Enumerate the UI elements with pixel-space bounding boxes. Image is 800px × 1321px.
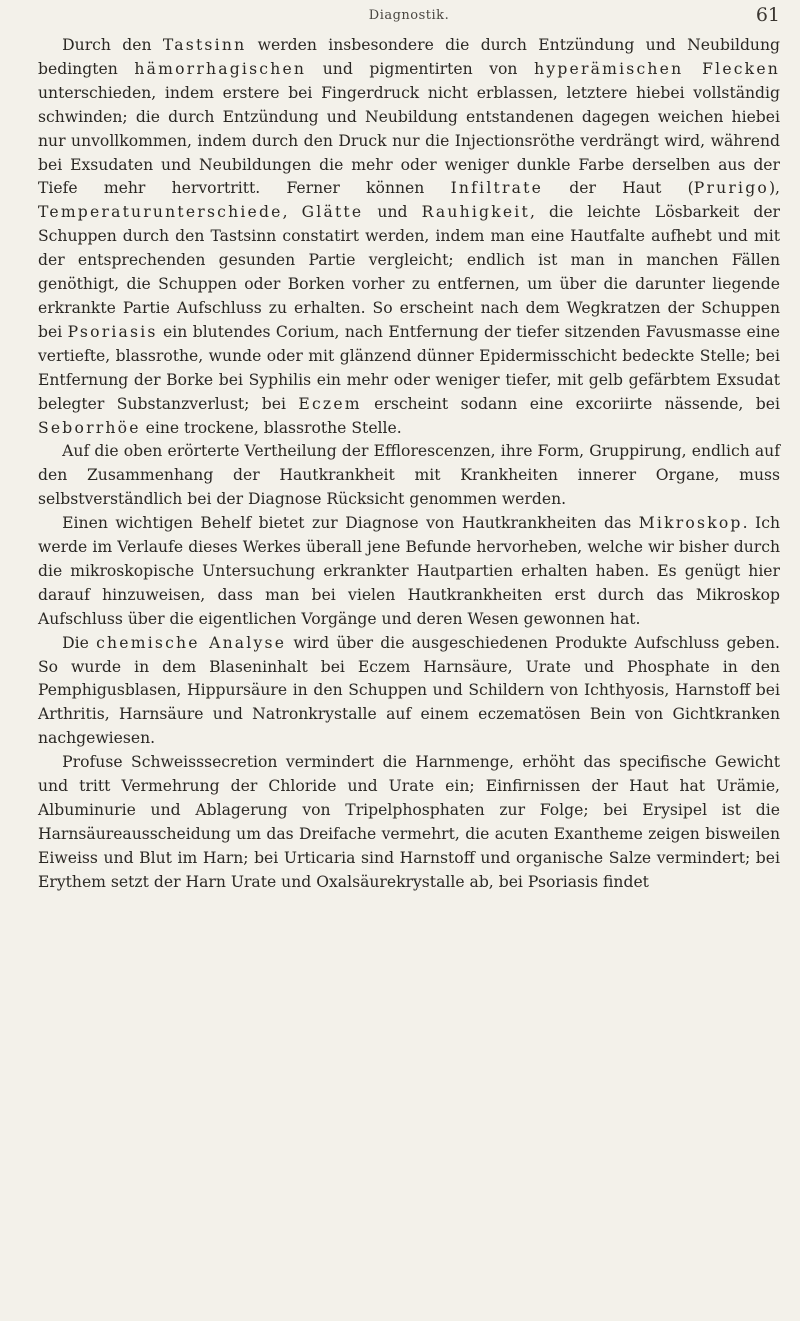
emphasized-term: Mikroskop (638, 514, 743, 533)
emphasized-term: Rauhigkeit (421, 203, 530, 222)
text-run: Profuse Schweisssecretion vermindert die Harnmenge, erhöht das specifische Gewicht und tritt Vermehrung der Chloride und Urate ein; Einfirnissen der Haut hat Urämie, Albuminurie und Ablagerung von Tripelphosphaten zur Folge; bei Erysipel ist die Harnsäureausscheidung um das Dreifache vermehrt, die acuten Exantheme zeigen bisweilen Eiweiss und Blut im Harn; bei Urticaria sind Harnstoff und organische Salze vermindert; bei Erythem setzt der Harn Urate und Oxalsäurekrystalle ab, bei Psoriasis findet (38, 753, 780, 891)
text-run: erscheint sodann eine excoriirte nässende, bei (361, 394, 780, 413)
paragraph-urine-findings (38, 751, 780, 894)
emphasized-term: Infiltrate (450, 179, 544, 198)
page-number: 61 (755, 4, 780, 26)
text-run: Einen wichtigen Behelf bietet zur Diagnose von Hautkrankheiten das (62, 514, 639, 533)
text-run: eine trockene, blassrothe Stelle. (140, 418, 402, 437)
emphasized-term: Seborrhöe (38, 418, 141, 437)
text-run: und (363, 203, 422, 222)
paragraph-palpation (38, 34, 780, 440)
text-run: Durch den (62, 36, 163, 54)
text-run: ein blutendes Corium, nach Entfernung der tiefer sitzenden Favusmasse eine vertiefte, blassrothe, wunde oder mit glänzend dünner Epidermisschicht bedeckte Stelle; bei Entfernung der Borke bei Syphilis ein mehr oder weniger tiefer, mit gelb gefärbtem Exsudat belegter Substanzverlust; bei (38, 322, 781, 413)
text-run: der Haut ( (543, 179, 694, 198)
text-run: , (282, 203, 302, 222)
emphasized-term: hämorrhagischen (134, 59, 307, 78)
emphasized-term: Tastsinn (162, 36, 247, 54)
emphasized-term: Prurigo (693, 179, 769, 198)
emphasized-term: Glätte (301, 203, 364, 222)
text-run: ), (768, 179, 781, 198)
text-run: werden insbesondere die durch Entzündung und Neubildung bedingten (38, 36, 780, 78)
emphasized-term: Eczem (298, 394, 362, 413)
text-run: , die leichte Lösbarkeit der Schuppen durch den Tastsinn constatirt werden, indem man eine Hautfalte aufhebt und mit der entsprechenden gesunden Partie vergleicht; endlich ist man in manchen Fällen genöthigt, die Schuppen oder Borken vorher zu entfernen, um über die darunter liegende erkrankte Partie Aufschluss zu erhalten. So erscheint nach dem Wegkratzen der Schuppen bei (38, 203, 781, 341)
text-run: und pigmentirten von (306, 59, 535, 78)
text-run: . Ich werde im Verlaufe dieses Werkes überall jene Befunde hervorheben, welche wir bisher durch die mikroskopische Untersuchung erkrankter Hautpartien erhalten haben. Es genügt hier darauf hinzuweisen, dass man bei vielen Hautkrankheiten erst durch das Mikroskop Aufschluss über die eigentlichen Vorgänge und deren Wesen gewonnen hat. (38, 514, 780, 628)
running-title: Diagnostik. (368, 8, 450, 23)
text-run: Die (62, 633, 97, 652)
paragraph-microscope (38, 512, 780, 632)
body-text (38, 34, 780, 895)
paragraph-distribution (38, 440, 780, 512)
text-run: Auf die oben erörterte Vertheilung der Efflorescenzen, ihre Form, Gruppirung, endlich auf den Zusammenhang der Hautkrankheit mit Krankheiten innerer Organe, muss selbstverständlich bei der Diagnose Rücksicht genommen werden. (38, 442, 780, 509)
running-head (38, 4, 780, 34)
emphasized-term: Temperaturunterschiede (38, 203, 283, 222)
emphasized-term: chemische Analyse (96, 633, 287, 652)
text-run: unterschieden, indem erstere bei Fingerdruck nicht erblassen, letztere hiebei vollständig schwinden; die durch Entzündung und Neubildung entstandenen dagegen weichen hiebei nur unvollkommen, indem durch den Druck nur die Injectionsröthe verdrängt wird, während bei Exsudaten und Neubildungen die mehr oder weniger dunkle Farbe derselben aus der Tiefe mehr hervortritt. Ferner können (38, 83, 780, 198)
text-run: wird über die ausgeschiedenen Produkte Aufschluss geben. So wurde in dem Blaseninhalt bei Eczem Harnsäure, Urate und Phosphate in den Pemphigusblasen, Hippursäure in den Schuppen und Schildern von Ichthyosis, Harnstoff bei Arthritis, Harnsäure und Natronkrystalle auf einem eczematösen Bein von Gichtkranken nachgewiesen. (38, 633, 780, 748)
paragraph-chemical-analysis (38, 632, 780, 752)
emphasized-term: Psoriasis (67, 322, 158, 341)
emphasized-term: hyperämischen Flecken (534, 59, 780, 78)
